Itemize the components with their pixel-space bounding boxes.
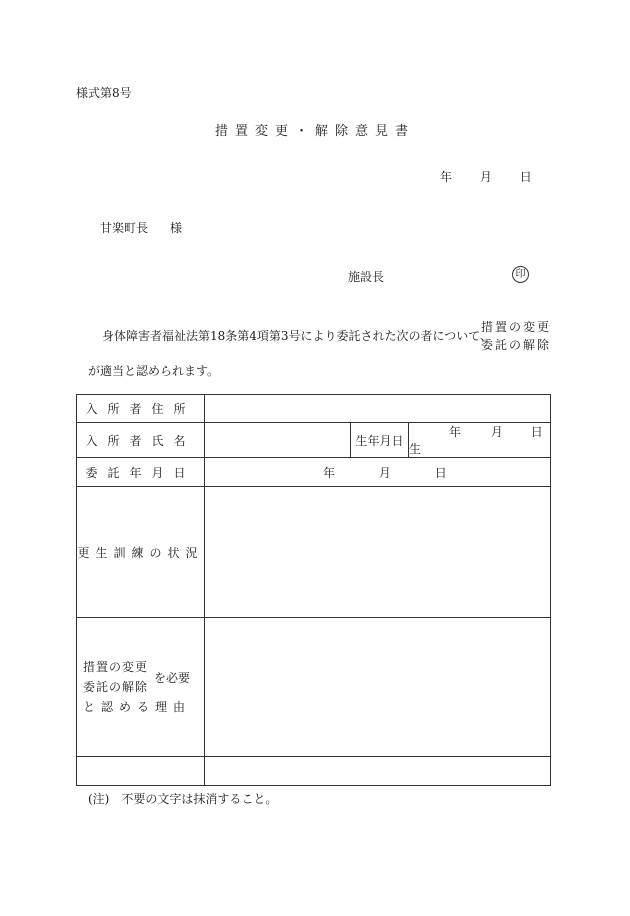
row-rehab-status: [77, 487, 551, 618]
reason-option-change: 措置の変更: [83, 660, 149, 674]
seal-mark: 印: [512, 266, 529, 283]
blank-label: [77, 757, 205, 786]
rehab-status-field[interactable]: [205, 487, 551, 618]
option-change: 措置の変更: [481, 320, 552, 334]
row-reason: [77, 618, 551, 757]
commission-month: 月: [378, 465, 391, 480]
option-stack: [481, 318, 551, 354]
addressee: [100, 219, 182, 236]
document-title: 措置変更・解除意見書: [214, 124, 415, 139]
addressee-honorific: 様: [170, 221, 183, 235]
reason-line-2: と認める理由: [83, 700, 192, 714]
commission-year: 年: [323, 465, 336, 480]
rehab-status-label: 更生訓練の状況: [77, 487, 205, 618]
date-day: 日: [519, 170, 532, 184]
body-continuation: が適当と認められます。: [88, 364, 220, 378]
row-blank: [77, 757, 551, 786]
date-month: 月: [479, 170, 492, 184]
reason-option-cancel: 委託の解除: [83, 680, 149, 694]
row-name: [77, 423, 551, 458]
footnote: (注) 不要の文字は抹消すること。: [88, 792, 278, 806]
commission-date-label: 委託年月日: [77, 458, 205, 487]
birth-year: 年: [449, 425, 462, 439]
blank-field[interactable]: [205, 757, 551, 786]
reason-label: [77, 618, 205, 757]
date-line: [440, 168, 556, 185]
reason-field[interactable]: [205, 618, 551, 757]
form-number: 様式第8号: [76, 86, 132, 100]
birthdate-field[interactable]: [409, 423, 551, 458]
commission-day: 日: [434, 465, 447, 480]
address-label: 入所者住所: [77, 395, 205, 423]
facility-head-label: 施設長: [348, 270, 385, 284]
name-field[interactable]: [205, 423, 351, 458]
birth-day: 日生: [409, 425, 543, 456]
commission-date-field[interactable]: [205, 458, 551, 487]
address-field[interactable]: [205, 395, 551, 423]
birth-month: 月: [490, 425, 503, 439]
form-table: [76, 394, 551, 786]
reason-suffix: を必要: [154, 670, 191, 685]
addressee-name: 甘楽町長: [100, 221, 149, 235]
row-commission-date: [77, 458, 551, 487]
date-year: 年: [440, 170, 453, 184]
name-label: 入所者氏名: [77, 423, 205, 458]
row-address: [77, 395, 551, 423]
option-cancel: 委託の解除: [481, 338, 552, 352]
birthdate-label: 生年月日: [351, 423, 409, 458]
body-text: 身体障害者福祉法第18条第4項第3号により委託された次の者について、: [102, 329, 493, 343]
